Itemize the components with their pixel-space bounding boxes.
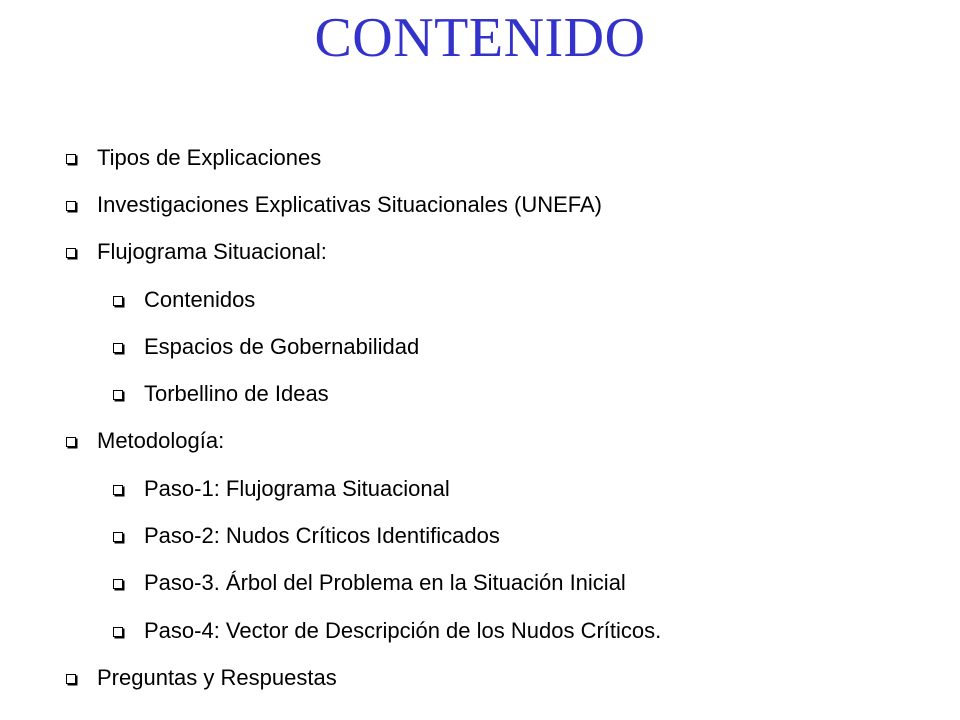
square-bullet-icon <box>66 201 76 211</box>
square-bullet-icon <box>113 627 123 637</box>
square-bullet-icon <box>66 674 76 684</box>
list-item-label: Flujograma Situacional: <box>97 239 327 265</box>
square-bullet-icon <box>66 154 76 164</box>
sub-list-item-label: Paso-3. Árbol del Problema en la Situación Inicial <box>144 570 626 596</box>
sub-list-item-label: Espacios de Gobernabilidad <box>144 333 420 359</box>
square-bullet-icon <box>113 485 123 495</box>
list-item-label: Preguntas y Respuestas <box>97 664 337 690</box>
square-bullet-icon <box>113 390 123 400</box>
slide-title: CONTENIDO <box>314 7 646 69</box>
square-bullet-icon <box>66 248 76 258</box>
list-item-label: Metodología: <box>97 428 225 454</box>
list-item <box>0 418 960 465</box>
square-bullet-icon <box>113 579 123 589</box>
sub-list-item <box>0 323 960 370</box>
sub-list-item-label: Torbellino de Ideas <box>144 381 329 407</box>
list-item <box>0 229 960 276</box>
contents-list <box>0 134 960 702</box>
square-bullet-icon <box>66 437 76 447</box>
sub-list-item <box>0 276 960 323</box>
square-bullet-icon <box>113 532 123 542</box>
sub-list-item <box>0 560 960 607</box>
sub-list-item-label: Paso-1: Flujograma Situacional <box>144 475 450 501</box>
sub-list-item <box>0 607 960 654</box>
sub-list-item <box>0 512 960 559</box>
sub-list-item <box>0 370 960 417</box>
square-bullet-icon <box>113 343 123 353</box>
sub-list-item <box>0 465 960 512</box>
list-item <box>0 134 960 181</box>
list-item-label: Investigaciones Explicativas Situacionales (UNEFA) <box>97 191 603 217</box>
list-item <box>0 654 960 701</box>
list-item-label: Tipos de Explicaciones <box>97 144 322 170</box>
list-item <box>0 181 960 228</box>
sub-list-item-label: Contenidos <box>144 286 256 312</box>
square-bullet-icon <box>113 296 123 306</box>
sub-list-item-label: Paso-2: Nudos Críticos Identificados <box>144 523 500 549</box>
sub-list-item-label: Paso-4: Vector de Descripción de los Nudos Críticos. <box>144 617 662 643</box>
